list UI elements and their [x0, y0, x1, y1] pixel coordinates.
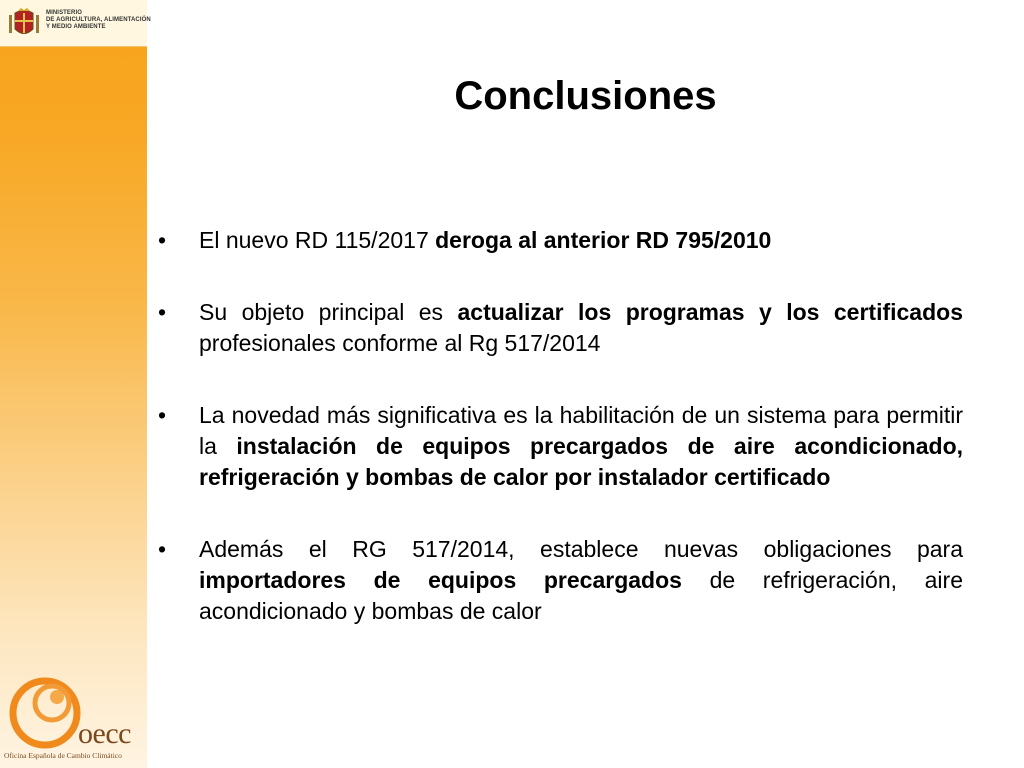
text-run-bold: actualizar los programas y los certificados: [457, 299, 963, 325]
bullet-list: [158, 225, 963, 627]
oecc-wordmark: oecc: [78, 717, 131, 750]
sidebar-gradient: [0, 0, 151, 768]
ministry-header: [0, 0, 151, 47]
ministry-line: MINISTERIO: [46, 10, 83, 16]
slide-title: Conclusiones: [454, 74, 717, 118]
bullet-dot: •: [158, 536, 167, 562]
ministry-line: DE AGRICULTURA, ALIMENTACIÓN: [46, 17, 151, 23]
text-run: La novedad más significativa es la habilitación de un sistema para permitir la: [199, 402, 963, 459]
ministry-name: [46, 10, 151, 31]
bullet-dot: •: [158, 299, 167, 325]
text-run-bold: instalación de equipos precargados de aire acondicionado, refrigeración y bombas de calor por instalador certificado: [199, 433, 964, 490]
bullet-item: [158, 225, 963, 256]
bullet-text: [199, 536, 963, 624]
bullet-item: [158, 534, 963, 627]
text-run-bold: deroga al anterior RD 795/2010: [435, 227, 772, 253]
bullet-text: [199, 227, 771, 253]
ministry-line: Y MEDIO AMBIENTE: [46, 24, 106, 30]
text-run: de refrigeración, aire acondicionado y bombas de calor: [199, 567, 963, 624]
text-run: El nuevo RD 115/2017: [199, 227, 436, 253]
bullet-item: [158, 400, 963, 493]
oecc-caption: Oficina Española de Cambio Climático: [4, 751, 122, 760]
bullet-dot: •: [158, 402, 167, 428]
coat-of-arms-icon: [7, 7, 41, 39]
bullet-text: [199, 299, 963, 356]
text-run: Además el RG 517/2014, establece nuevas obligaciones para: [199, 536, 963, 562]
text-run: profesionales conforme al Rg 517/2014: [199, 330, 601, 356]
bullet-text: [199, 402, 963, 490]
text-run-bold: importadores de equipos precargados: [199, 567, 682, 593]
bullet-dot: •: [158, 227, 167, 253]
bullet-item: [158, 297, 963, 359]
text-run: Su objeto principal es: [199, 299, 458, 325]
